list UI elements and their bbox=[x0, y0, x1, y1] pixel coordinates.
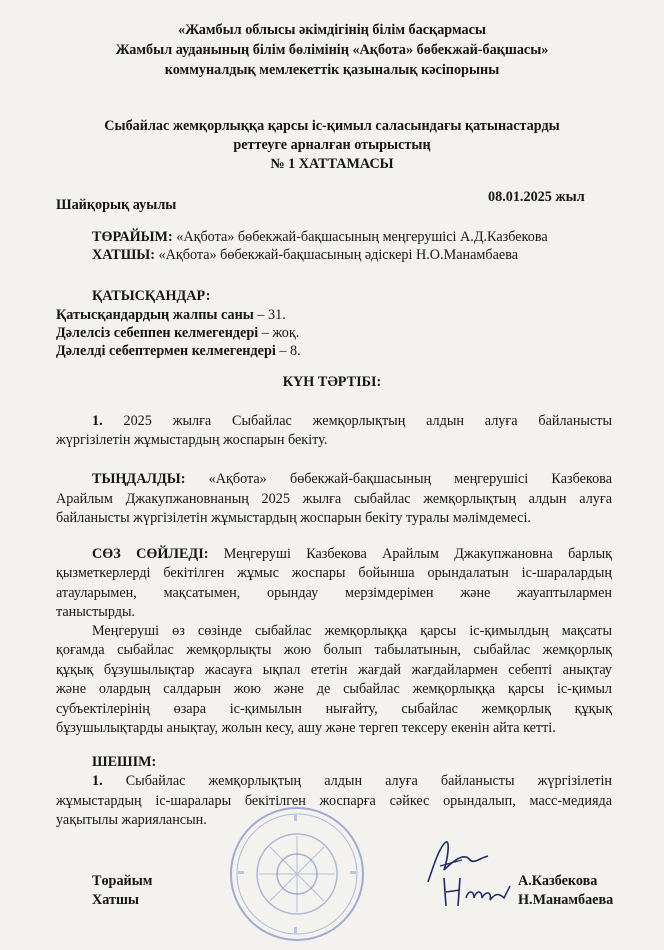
org-header-line-2: Жамбыл ауданының білім бөлімінің «Ақбота» бөбекжай-бақшасы» bbox=[115, 42, 549, 58]
participants-unexcused-label: Дәлелсіз себеппен келмегендері bbox=[56, 325, 259, 341]
secretary-line bbox=[92, 246, 518, 264]
chair-text: «Ақбота» бөбекжай-бақшасының меңгерушісі А.Д.Казбекова bbox=[172, 229, 548, 245]
spoke-text-1: Меңгеруші Казбекова Арайлым Джакупжановна барлық bbox=[208, 546, 612, 562]
spoke-p2-line-6: бұзушылықтарды анықтау, жолын кесу, ашу және тергеп тексеру екенін айта кетті. bbox=[56, 720, 556, 736]
participants-heading: ҚАТЫСҚАНДАР: bbox=[92, 288, 211, 304]
participants-unexcused-value: – жоқ. bbox=[258, 325, 300, 341]
agenda-number: 1. bbox=[92, 413, 103, 429]
decision-text-1: Сыбайлас жемқорлықтың алдын алуға байланысты жүргізілетін bbox=[102, 773, 612, 789]
participants-excused bbox=[56, 342, 301, 360]
participants-excused-value: – 8. bbox=[275, 343, 301, 359]
participants-unexcused bbox=[56, 324, 299, 342]
decision-number: 1. bbox=[92, 773, 103, 789]
spoke-p2-line-4: және олардың салдарын жою және де сыбайлас жемқорлыққа қарсы іс-қимыл bbox=[56, 681, 612, 697]
chair-name: А.Казбекова bbox=[518, 873, 598, 889]
agenda-line-1 bbox=[92, 412, 612, 430]
decision-line-2: жұмыстардың іс-шаралары бекітілген жоспарға сәйкес орындалып, масс-медияда bbox=[56, 793, 612, 809]
listened-line-2: Арайлым Джакупжановнаның 2025 жылға сыбайлас жемқорлықтың алдын алуға bbox=[56, 491, 612, 507]
chair-role: Төрайым bbox=[92, 873, 153, 889]
spoke-line-4: таныстырды. bbox=[56, 604, 136, 620]
spoke-p2-line-5: субъектілерінің өзара іс-қимылын нығайту, сыбайлас жемқорлық құқық bbox=[56, 701, 612, 717]
participants-excused-label: Дәлелді себептермен келмегендері bbox=[56, 343, 276, 359]
agenda-line-2: жүргізілетін жұмыстардың жоспарын бекіту. bbox=[56, 432, 328, 448]
spoke-label: СӨЗ СӨЙЛЕДІ: bbox=[92, 546, 209, 562]
secretary-role: Хатшы bbox=[92, 892, 139, 908]
participants-total-value: – 31. bbox=[253, 307, 286, 323]
participants-total bbox=[56, 306, 286, 324]
doc-title-line-2: реттеуге арналған отырыстың bbox=[233, 137, 431, 153]
listened-line-1 bbox=[92, 470, 612, 488]
spoke-p2-line-3: құқық бұзушылықтар жасауға ықпал ететін жағдай жағдайлармен себепті анықтау bbox=[56, 662, 612, 678]
org-header-line-3: коммуналдық мемлекеттік қазыналық кәсіпорыны bbox=[164, 62, 500, 78]
decision-line-1 bbox=[92, 772, 612, 790]
secretary-text: «Ақбота» бөбекжай-бақшасының әдіскері Н.О.Манамбаева bbox=[154, 247, 519, 263]
spoke-line-1 bbox=[92, 545, 612, 563]
spoke-p2-line-1: Меңгеруші өз сөзінде сыбайлас жемқорлыққа қарсы іс-қимылдың мақсаты bbox=[92, 623, 612, 639]
agenda-text-1: 2025 жылға Сыбайлас жемқорлықтың алдын алуға байланысты bbox=[102, 413, 612, 429]
spoke-line-2: қызметкерлерді бекітілген жұмыс жоспары бойынша орындалатын іс-шаралардың bbox=[56, 565, 612, 581]
chair-line bbox=[92, 228, 548, 246]
place: Шайқорық ауылы bbox=[56, 197, 177, 213]
doc-title-line-1: Сыбайлас жемқорлыққа қарсы іс-қимыл саласындағы қатынастарды bbox=[104, 118, 560, 134]
listened-line-3: байланысты жүргізілетін жұмыстардың жоспарын бекіту туралы мәлімдемесі. bbox=[56, 510, 531, 526]
participants-total-label: Қатысқандардың жалпы саны bbox=[56, 307, 254, 323]
doc-title-line-3: № 1 ХАТТАМАСЫ bbox=[270, 156, 394, 172]
agenda-heading: КҮН ТӘРТІБІ: bbox=[282, 374, 382, 390]
decision-line-3: уақытылы жариялансын. bbox=[56, 812, 207, 828]
secretary-label: ХАТШЫ: bbox=[92, 247, 155, 263]
date: 08.01.2025 жыл bbox=[488, 189, 585, 205]
org-header-line-1: «Жамбыл облысы әкімдігінің білім басқармасы bbox=[177, 22, 487, 38]
decision-heading: ШЕШІМ: bbox=[92, 754, 157, 770]
spoke-p2-line-2: қоғамда сыбайлас жемқорлықты жою болып табылатынын, сыбайлас жемқорлық bbox=[56, 642, 612, 658]
listened-label: ТЫҢДАЛДЫ: bbox=[92, 471, 186, 487]
official-seal-icon bbox=[228, 805, 366, 943]
spoke-line-3: атауларымен, мақсатымен, орындау мерзімдерімен және жауаптылармен bbox=[56, 585, 612, 601]
secretary-name: Н.Манамбаева bbox=[518, 892, 614, 908]
listened-text-1: «Ақбота» бөбекжай-бақшасының меңгерушісі Казбекова bbox=[185, 471, 612, 487]
chair-label: ТӨРАЙЫМ: bbox=[92, 229, 173, 245]
secretary-signature-icon bbox=[438, 872, 516, 916]
